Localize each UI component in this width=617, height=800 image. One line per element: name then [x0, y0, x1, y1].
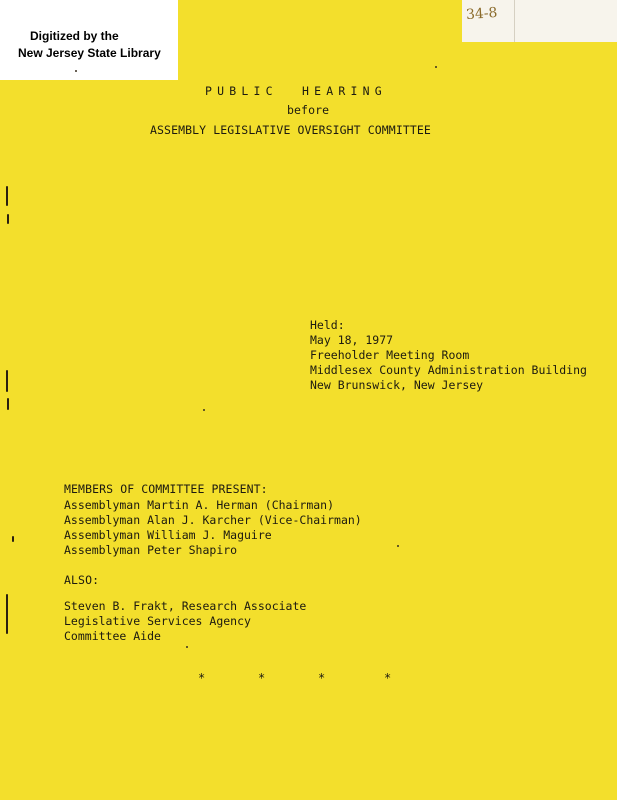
- handwritten-number: 34-8: [465, 4, 498, 24]
- digitized-label-line2: New Jersey State Library: [18, 46, 161, 60]
- paper-speck: [75, 70, 77, 72]
- member-item: Assemblyman Martin A. Herman (Chairman): [64, 498, 335, 512]
- hearing-details: [310, 318, 587, 393]
- also-item: Committee Aide: [64, 629, 161, 643]
- also-list: [64, 599, 306, 644]
- member-item: Assemblyman Alan J. Karcher (Vice-Chairman): [64, 513, 362, 527]
- held-city: New Brunswick, New Jersey: [310, 378, 484, 392]
- star-mark: *: [198, 671, 206, 685]
- star-mark: *: [384, 671, 392, 685]
- star-mark: *: [318, 671, 326, 685]
- also-item: Steven B. Frakt, Research Associate: [64, 599, 307, 613]
- catalog-sticker: [462, 0, 617, 42]
- document-subtitle-before: before: [287, 103, 330, 117]
- also-heading: ALSO:: [64, 573, 100, 587]
- star-mark: *: [258, 671, 266, 685]
- binding-mark: [7, 214, 9, 224]
- member-item: Assemblyman Peter Shapiro: [64, 543, 238, 557]
- digitized-label: [0, 0, 178, 80]
- digitized-label-line1: Digitized by the: [30, 29, 119, 43]
- paper-speck: [397, 545, 399, 547]
- paper-speck: [435, 66, 437, 68]
- held-room: Freeholder Meeting Room: [310, 348, 470, 362]
- members-heading: MEMBERS OF COMMITTEE PRESENT:: [64, 482, 268, 496]
- sticker-divider: [514, 0, 515, 42]
- also-item: Legislative Services Agency: [64, 614, 251, 628]
- binding-mark: [12, 536, 14, 542]
- document-title: PUBLIC HEARING: [205, 84, 387, 98]
- held-label: Held:: [310, 318, 345, 332]
- members-list: [64, 498, 362, 558]
- binding-mark: [7, 398, 9, 410]
- held-building: Middlesex County Administration Building: [310, 363, 587, 377]
- member-item: Assemblyman William J. Maguire: [64, 528, 272, 542]
- paper-speck: [186, 646, 188, 648]
- star-separator: [198, 670, 398, 686]
- held-date: May 18, 1977: [310, 333, 394, 347]
- binding-mark: [6, 594, 8, 634]
- binding-mark: [6, 370, 8, 392]
- binding-mark: [6, 186, 8, 206]
- committee-name: ASSEMBLY LEGISLATIVE OVERSIGHT COMMITTEE: [150, 123, 431, 137]
- paper-speck: [203, 409, 205, 411]
